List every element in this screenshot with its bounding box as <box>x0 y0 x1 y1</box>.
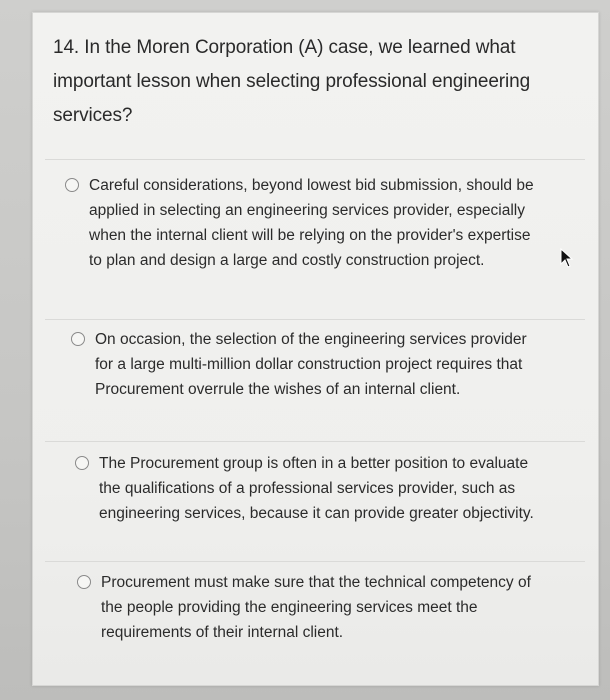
answer-option-label: Procurement must make sure that the technical competency of the people providing the engineering services meet the requirements of their internal client. <box>101 574 531 641</box>
radio-button-icon[interactable] <box>65 178 79 192</box>
answer-option-label: The Procurement group is often in a better position to evaluate the qualifications of a professional services provider, such as engineering services, because it can provide greater objectivity. <box>99 455 534 522</box>
divider <box>45 319 585 320</box>
radio-button-icon[interactable] <box>77 575 91 589</box>
divider <box>45 561 585 562</box>
answer-option-4[interactable] <box>77 570 567 650</box>
answer-option-label: On occasion, the selection of the engineering services provider for a large multi-million dollar construction project requires that Procurement overrule the wishes of an internal client. <box>95 331 527 398</box>
question-text: 14. In the Moren Corporation (A) case, we learned what important lesson when selecting professional engineering services? <box>53 37 531 126</box>
divider <box>45 159 585 160</box>
answer-option-label: Careful considerations, beyond lowest bid submission, should be applied in selecting an engineering services provider, especially when the internal client will be relying on the provider's expertise to plan and design a large and costly construction project. <box>89 177 534 269</box>
answer-option-2[interactable] <box>71 327 561 432</box>
mouse-pointer-icon <box>560 248 574 273</box>
answer-option-3[interactable] <box>75 451 565 556</box>
radio-button-icon[interactable] <box>75 456 89 470</box>
radio-button-icon[interactable] <box>71 332 85 346</box>
quiz-question-card <box>32 12 599 686</box>
answer-option-1[interactable] <box>65 173 555 303</box>
divider <box>45 441 585 442</box>
